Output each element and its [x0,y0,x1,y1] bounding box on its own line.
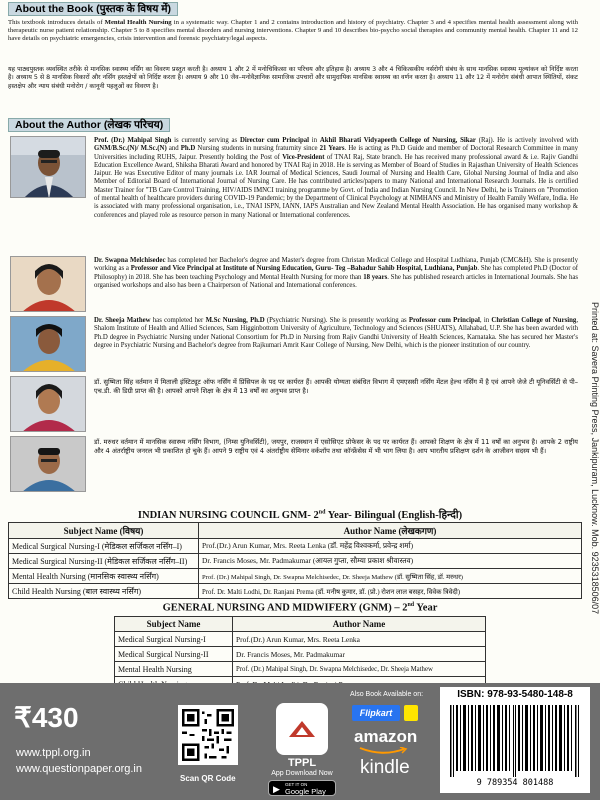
table2-header-row [115,617,486,632]
table2-author: Prof. (Dr.) Mahipal Singh, Dr. Swapna Melchisedec, Dr. Sheeja Mathew [233,662,486,677]
table2-author: Prof.(Dr.) Arun Kumar, Mrs. Reeta Lenka [233,632,486,647]
table-row [9,539,582,554]
table1-subject: Medical Surgical Nursing-I (मेडिकल सर्जिकल नर्सिंग–I) [9,539,199,554]
table2-col-author: Author Name [233,617,486,632]
table2-subject: Medical Surgical Nursing-II [115,647,233,662]
table-row [115,632,486,647]
about-book-heading: About the Book (पुस्तक के विषय में) [8,2,178,16]
author5-bio: डॉ. मरुधर वर्तमान में मानसिक स्वास्थ्य नर्सिंग विभाग, (निम्स युनिवर्सिटी), जयपुर, राजस्थान में एसोसिएट प्रोफेसर के पद पर कार्यरत हैं। आपको शिक्षण के क्षेत्र में 11 वर्षों का अनुभव है। आपके 2 राष्ट्रीय और 4 अंतर्राष्ट्रीय जनरल भी प्रकाशित हो चुके हैं। आपने 9 राष्ट्रीय एवं 4 अंतर्राष्ट्रीय सेमिनार वर्कशॉप तथा कॉन्फ्रेंसेस में भी भाग लिया है। आप भारतीय प्रशिक्षण दर्शन के आजीवन सदस्य भी हैं। [94,438,578,455]
table1-subject: Mental Health Nursing (मानसिक स्वास्थ्य नर्सिंग) [9,569,199,584]
kindle-logo[interactable]: kindle [360,757,410,778]
table1-author: Dr. Francis Moses, Mr. Padmakumar (आयल गुप्ता, सौम्या प्रकाश श्रीवास्तव) [199,554,582,569]
author4-photo [10,376,86,432]
get-it-on-label: GET IT ON [285,782,308,787]
table-row [115,662,486,677]
about-author-heading: About the Author (लेखक परिचय) [8,118,170,132]
table1-header-row [9,523,582,539]
table1-title: INDIAN NURSING COUNCIL GNM- 2nd Year- Bilingual (English-हिन्दी) [137,509,463,521]
table2-subject: Medical Surgical Nursing-I [115,632,233,647]
tppl-logo [276,703,328,755]
flipkart-bag-icon [404,705,418,721]
flipkart-logo[interactable]: Flipkart [352,705,400,721]
author4-bio: डॉ. सुष्मिता सिंह वर्तमान में मिताली इंस्टिट्यूट ऑफ नर्सिंग में प्रिंसिपल के पद पर कार्यरत हैं। आपकी योग्यता संबंधित विभाग में एमएससी नर्सिंग मेंटल हेल्थ नर्सिंग में है एवं आपने जेजे टी यूनिवर्सिटी से पी–एच.डी. की डिग्री प्राप्त की है। आपको आपने शिक्षा के क्षेत्र में 13 वर्षों का अनुभव प्राप्त है। [94,378,578,395]
author3-bio: Dr. Sheeja Mathew has completed her M.Sc Nursing, Ph.D (Psychiatric Nursing). She is presently working as Professor cum Principal, in Christian College of Nursing, Shalom Institute of Health and Allied Sciences, Sam Higginbottom University of Agriculture, Technology and Sciences (SHUATS), Allahabad, U.P. She has been awarded with Ph.D degree in Psychiatric Nursing under National Consortium for Ph.D in Nursing from Rajiv Gandhi University of Health Sciences, Karnataka. She has secured her Master's degree in Psychiatric Nursing and Bachelor's degree from Rajkumari Amrit Kaur College of Nursing, New Delhi, which is the pioneer institution of our country. [94,317,579,349]
tppl-text: TPPL [287,757,317,769]
table1-author: Prof. (Dr.) Mahipal Singh, Dr. Swapna Melchisedec, Dr. Sheeja Mathew (डॉ. सुष्मिता सिंह, डॉ. मरुधर) [199,569,582,584]
table-row [115,647,486,662]
table1-author: Prof. Dr. Malti Lodhi, Dr. Ranjani Prema (डॉ. मनीष कुमार, डॉ. (प्रो.) रोशन लाल बसहर, विवेक त्रिवेदी) [199,584,582,599]
footer-band [0,683,600,800]
barcode-icon [448,705,582,777]
table-row [9,584,582,599]
table1-author: Prof.(Dr.) Arun Kumar, Mrs. Reeta Lenka (डॉ. महेंद्र विश्वकर्मा, प्रवेन्द्र शर्मा) [199,539,582,554]
table1-subject: Medical Surgical Nursing-II (मेडिकल सर्जिकल नर्सिंग–II) [9,554,199,569]
price: ₹430 [14,702,79,733]
amazon-smile-icon [358,747,408,755]
tppl-logo-icon [287,719,317,739]
isbn-text: ISBN: 978-93-5480-148-8 [457,689,573,700]
app-download-label: App Download Now [271,770,333,777]
website-tppl[interactable]: www.tppl.org.in [16,747,91,759]
table-row [9,569,582,584]
author1-bio-top: Prof. (Dr.) Mahipal Singh is currently serving as Director cum Principal in Akhil Bharati Vidyapeeth College of Nursing, Sikar (Raj). He is actively involved with GNM/B.Sc.(N)/ M.Sc.(N) and Ph.D Nursing students in nursing fraturnity since 21 Years. He is acting as Ph.D Guide and member of Doctoral Research Committee in many Universities including RUHS, Jaipur. Presently holding the Post of Vice-President of TNAI Raj, State branch. He has received many professional award & i.e. Rajiv Gandhi Education Excellence Award, Shiksha Bharati Award and honored by TNAI Raj in 2018. He is serving as Member of Board of Studies in Rajasthan University of Health Sciences Jaipur. He was Executive Editor of many journals i.e. IAR Journal of Medical Sciences, Saudi Journal of Nursing and Health Care, Global Nursing Journal of India and also Member of Editorial Board of International Journal of Nursing Care. He has contributed articles/papers to many National and International Research Journals. He is certified Master Trainer for "TB Care Control Training, HIV/AIDS IMNCI training programme by Govt. of India and Indian Nursing Council. In New Delhi, he is Trainers on "Promotion of mental health of healthcare providers during COVID-19 Pandemic; by the Department of Clinical Psychology at NIMHANS and Ministry of Health Family Welfare, India. He is associated with many professional organisation, i.e., TNAI ISPN, IANN, IAPS Australian and New Zealand Mental Health Association. He has organised many workshop & conferences and played role as resource person in many National or International conferences. [94,137,579,219]
google-play-badge[interactable] [268,780,336,796]
about-book-english: This textbook introduces details of Mental Health Nursing in a systematic way. Chapter 1 and 2 contains introduction and history of psychiatry. Chapter 3 and 4 specifies mental health assessment along with therapeutic nurse patient relationship. Chapter 5 to 8 specifies mental disorders and nursing interventions. Chapter 9 and 10 describes bio-psycho social therapies and community mental health. Chapter 11 and 12 have details on psychiatric emergencies, crisis intervention and forensic psychiatry/legal aspects. [8,19,578,43]
table2-subject: Mental Health Nursing [115,662,233,677]
author5-photo [10,436,86,492]
table1-col-author: Author Name (लेखकगण) [199,523,582,539]
table2 [114,616,486,692]
table1-col-subject: Subject Name (विषय) [9,523,199,539]
scan-qr-label: Scan QR Code [180,774,236,783]
printer-info: Printed at: Savera Printing Press, Jankipuram, Lucknow. Mob. 9235318506/07 [590,302,600,615]
table1 [8,522,582,599]
barcode-box [440,687,590,793]
table-row [9,554,582,569]
qr-code[interactable] [178,705,238,765]
google-play-label: Google Play [285,787,326,796]
website-questionpaper[interactable]: www.questionpaper.org.in [16,763,142,775]
also-available-label: Also Book Available on: [350,691,424,698]
table2-title: GENERAL NURSING AND MIDWIFERY (GNM) – 2nd Year [162,602,438,614]
about-book-hindi: यह पाठ्यपुस्तक व्यवस्थित तरीके से मानसिक स्वास्थ्य नर्सिंग का विवरण प्रस्तुत करती है। अध्याय 1 और 2 में मनोचिकित्सा का परिचय और इतिहास है। अध्याय 3 और 4 चिकित्सकीय नर्सरोगी संबंध के साथ मानसिक स्वास्थ्य मूल्यांकन को निर्दिष्ट करता है। अध्याय 5 से 8 मानसिक विकारों और नर्सिंग हस्तक्षेपों को निर्दिष्ट करता है। अध्याय 9 और 10 जैव–मनोवैज्ञानिक सामाजिक उपचारों और सामुदायिक मानसिक स्वास्थ्य का वर्णन करता है। अध्याय 11 और 12 में मनोरोग संबंधी आपात स्थितियों, संकट हस्तक्षेप और न्याय संबंधी मनोरोग / कानूनी पहलुओं का विवरण है। [8,66,578,90]
author3-photo [10,316,86,372]
author2-photo [10,256,86,312]
table2-col-subject: Subject Name [115,617,233,632]
author2-bio: Dr. Swapna Melchisedec has completed her Bachelor's degree and Master's degree from Christan Medical College and Hospital Ludhiana, Punjab (CMC&H). She is presently working as a Professor and Vice Principal at Institute of Nursing Education, Guru- Teg –Bahadur Sahib Hospital, Ludhiana, Punjab. She has completed Ph.D (Doctor of Philosophy) in 2018. She has been teaching Psychology and Mental Health Nursing for more than 18 years. She has published research articles in International Journals. She has organised workshops and also has been a Chairperson of National and International conferences. [94,257,578,289]
author1-photo [10,136,86,198]
barcode-digits: 9 789354 801488 [476,778,554,788]
table1-subject: Child Health Nursing (बाल स्वास्थ्य नर्सिंग) [9,584,199,599]
table2-author: Dr. Francis Moses, Mr. Padmakumar [233,647,486,662]
amazon-logo[interactable]: amazon [354,727,418,746]
play-icon: ▶ [273,784,280,794]
